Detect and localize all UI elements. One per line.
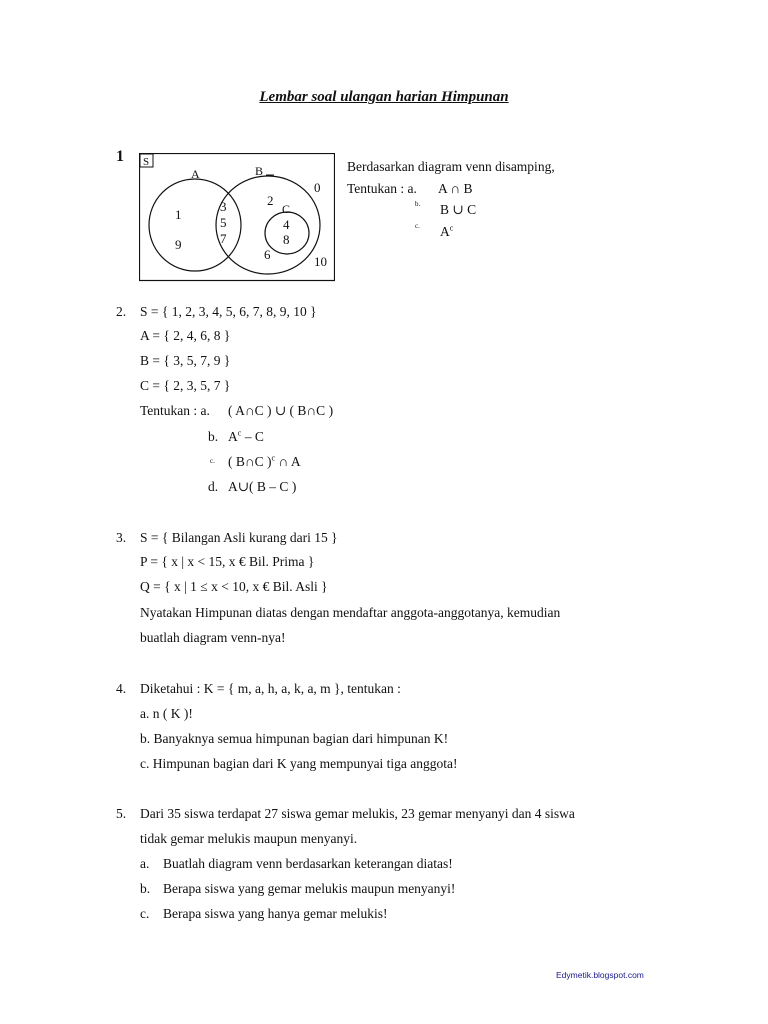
q3-line: Nyatakan Himpunan diatas dengan mendaftar anggota-anggotanya, kemudian xyxy=(140,605,561,620)
q2-ask: Tentukan : a. xyxy=(140,403,210,418)
q5-item-text: Buatlah diagram venn berdasarkan keterangan diatas! xyxy=(163,856,453,871)
a-and-b-5: 5 xyxy=(220,215,227,230)
q1-item-c: $A^c$ xyxy=(440,223,454,239)
only-b-6: 6 xyxy=(264,247,271,262)
q2-line: S = { 1, 2, 3, 4, 5, 6, 7, 8, 9, 10 } xyxy=(140,304,317,319)
universe-label: S xyxy=(143,156,150,168)
set-a-label: A xyxy=(191,167,200,181)
q5-number: 5. xyxy=(116,806,127,821)
q1-item-b: B ∪ C xyxy=(440,202,477,217)
q1-intro: Berdasarkan diagram venn disamping, xyxy=(347,159,555,174)
q2-line: B = { 3, 5, 7, 9 } xyxy=(140,353,231,368)
q1-label-c: c. xyxy=(415,222,420,230)
q2-item-b: $A^c$ – C xyxy=(228,428,264,444)
q2-item-d: A∪( B – C ) xyxy=(228,479,297,494)
outside-0: 0 xyxy=(314,180,321,195)
q3-number: 3. xyxy=(116,530,127,545)
q3-line: S = { Bilangan Asli kurang dari 15 } xyxy=(140,530,338,545)
q2-line: C = { 2, 3, 5, 7 } xyxy=(140,378,231,393)
q5-line: Dari 35 siswa terdapat 27 siswa gemar melukis, 23 gemar menyanyi dan 4 siswa xyxy=(140,806,575,821)
q1-item-a: A ∩ B xyxy=(438,181,473,196)
set-a-circle xyxy=(149,179,241,271)
page-title: Lembar soal ulangan harian Himpunan xyxy=(259,89,509,105)
q4-line: a. n ( K )! xyxy=(140,706,193,721)
q5-line: tidak gemar melukis maupun menyanyi. xyxy=(140,831,358,846)
q1-ask: Tentukan : a. xyxy=(347,181,417,196)
q1-number: 1 xyxy=(116,148,124,165)
only-a-1: 1 xyxy=(175,207,182,222)
q2-label-b: b. xyxy=(208,429,219,444)
q4-line: Diketahui : K = { m, a, h, a, k, a, m }, tentukan : xyxy=(140,681,401,696)
q2-line: A = { 2, 4, 6, 8 } xyxy=(140,328,231,343)
only-a-9: 9 xyxy=(175,237,182,252)
q2-number: 2. xyxy=(116,304,127,319)
q2-label-d: d. xyxy=(208,479,219,494)
q3-line: P = { x | x < 15, x € Bil. Prima } xyxy=(140,554,315,569)
footer-source: Edymetik.blogspot.com xyxy=(556,970,644,980)
a-and-b-3: 3 xyxy=(220,199,227,214)
only-c-8: 8 xyxy=(283,232,290,247)
venn-diagram xyxy=(139,153,335,282)
q3-line: buatlah diagram venn-nya! xyxy=(140,630,286,645)
only-b-2: 2 xyxy=(267,193,274,208)
q2-item-c: ( B∩C )$^c$ ∩ A xyxy=(228,453,301,469)
q4-line: c. Himpunan bagian dari K yang mempunyai tiga anggota! xyxy=(140,756,458,771)
only-c-4: 4 xyxy=(283,217,290,232)
a-and-b-7: 7 xyxy=(220,231,227,246)
q5-item-text: Berapa siswa yang hanya gemar melukis! xyxy=(163,906,388,921)
q5-item-label: c. xyxy=(140,906,150,921)
q2-label-c: c. xyxy=(210,457,215,465)
q4-line: b. Banyaknya semua himpunan bagian dari himpunan K! xyxy=(140,731,449,746)
outside-10: 10 xyxy=(314,254,327,269)
set-b-label: B xyxy=(255,164,264,178)
q3-line: Q = { x | 1 ≤ x < 10, x € Bil. Asli } xyxy=(140,579,328,594)
q5-item-label: a. xyxy=(140,856,150,871)
q5-item-label: b. xyxy=(140,881,151,896)
q1-label-b: b. xyxy=(415,200,421,208)
set-c-label: C xyxy=(282,202,291,216)
universe-box xyxy=(140,154,335,281)
q5-item-text: Berapa siswa yang gemar melukis maupun menyanyi! xyxy=(163,881,456,896)
q4-number: 4. xyxy=(116,681,127,696)
q2-item-a: ( A∩C ) ∪ ( B∩C ) xyxy=(228,403,334,418)
